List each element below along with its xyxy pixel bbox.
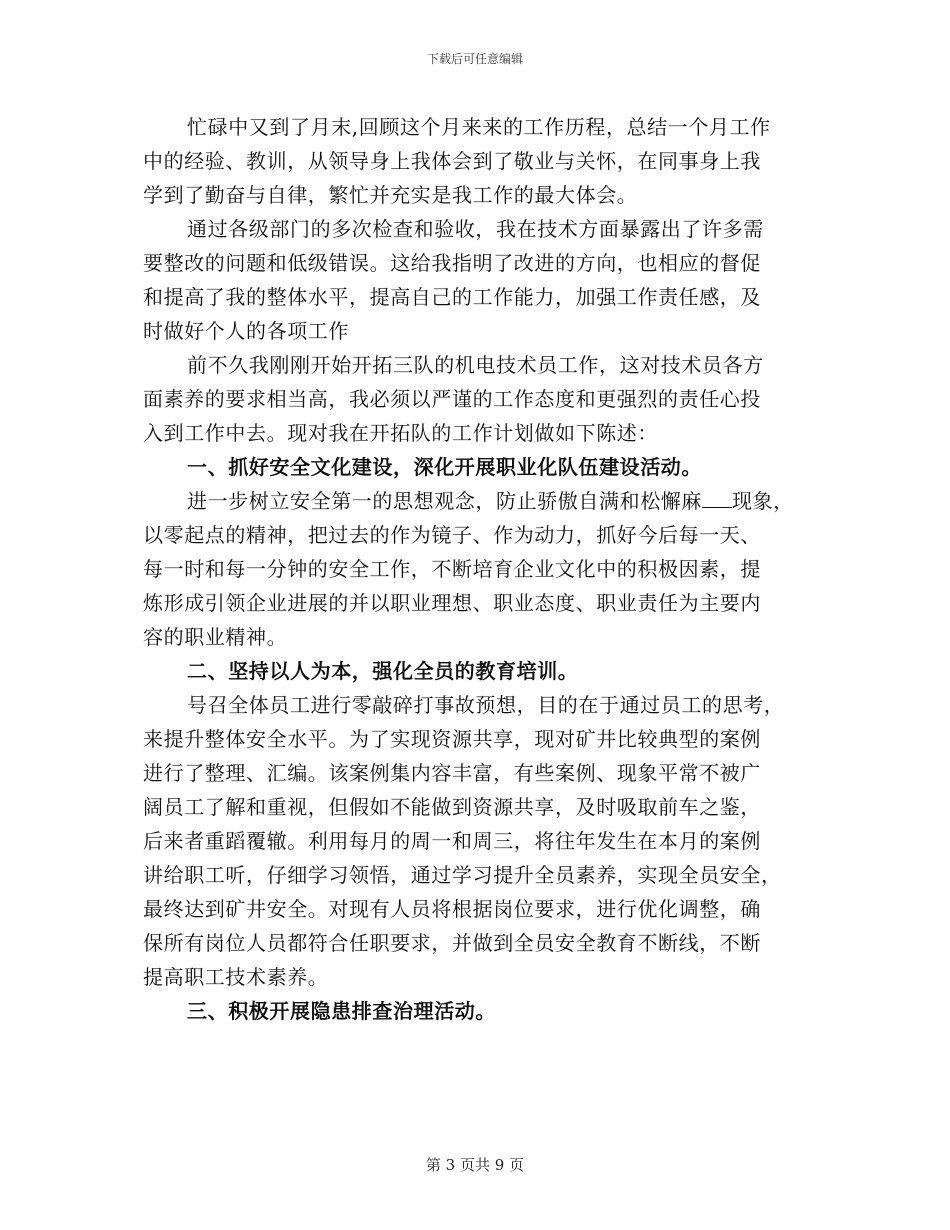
paragraph-line: 入到工作中去。现对我在开拓队的工作计划做如下陈述： (143, 421, 658, 445)
paragraph-line: 阔员工了解和重视，但假如不能做到资源共享，及时吸取前车之鉴， (143, 795, 761, 819)
paragraph-line: 后来者重蹈覆辙。利用每月的周一和周三，将往年发生在本月的案例 (143, 829, 761, 853)
paragraph-line: 每一时和每一分钟的安全工作，不断培育企业文化中的积极因素，提 (143, 557, 761, 581)
paragraph-line: 时做好个人的各项工作 (143, 319, 349, 343)
paragraph-line: 提高职工技术素养。 (143, 965, 329, 989)
page-number-footer: 第 3 页共 9 页 (425, 1156, 525, 1174)
paragraph-line: 炼形成引领企业进展的并以职业理想、职业态度、职业责任为主要内 (143, 591, 761, 615)
paragraph-line: 学到了勤奋与自律，繁忙并充实是我工作的最大体会。 (143, 183, 638, 207)
document-body (143, 110, 811, 1028)
paragraph-line: 面素养的要求相当高，我必须以严谨的工作态度和更强烈的责任心投 (143, 387, 761, 411)
paragraph-line-suffix: 现象， (732, 489, 794, 513)
paragraph-line: 进行了整理、汇编。该案例集内容丰富，有些案例、现象平常不被广 (143, 761, 761, 785)
paragraph-line: 中的经验、教训，从领导身上我体会到了敬业与关怀，在同事身上我 (143, 149, 761, 173)
paragraph-line: 号召全体员工进行零敲碎打事故预想，目的在于通过员工的思考， (187, 693, 785, 717)
paragraph-line: 保所有岗位人员都符合任职要求，并做到全员安全教育不断线，不断 (143, 931, 761, 955)
fill-in-blank (702, 489, 732, 508)
section-heading: 一、抓好安全文化建设，深化开展职业化队伍建设活动。 (187, 455, 702, 479)
paragraph-line-text: 进一步树立安全第一的思想观念，防止骄傲自满和松懈麻 (187, 489, 702, 513)
paragraph-line: 最终达到矿井安全。对现有人员将根据岗位要求，进行优化调整，确 (143, 897, 761, 921)
paragraph-line: 通过各级部门的多次检查和验收，我在技术方面暴露出了许多需 (187, 217, 764, 241)
section-heading: 三、积极开展隐患排查治理活动。 (187, 999, 496, 1023)
paragraph-line: 来提升整体安全水平。为了实现资源共享，现对矿井比较典型的案例 (143, 727, 761, 751)
paragraph-line: 要整改的问题和低级错误。这给我指明了改进的方向，也相应的督促 (143, 251, 761, 275)
paragraph-line: 容的职业精神。 (143, 625, 288, 649)
paragraph-line: 和提高了我的整体水平，提高自己的工作能力，加强工作责任感，及 (143, 285, 761, 309)
paragraph-line: 以零起点的精神，把过去的作为镜子、作为动力，抓好今后每一天、 (143, 523, 761, 547)
paragraph-line (143, 484, 811, 518)
paragraph-line: 忙碌中又到了月末,回顾这个月来来的工作历程，总结一个月工作 (187, 115, 771, 139)
section-heading: 二、坚持以人为本，强化全员的教育培训。 (187, 659, 579, 683)
paragraph-line: 前不久我刚刚开始开拓三队的机电技术员工作，这对技术员各方 (187, 353, 764, 377)
paragraph-line: 讲给职工听，仔细学习领悟，通过学习提升全员素养，实现全员安全， (143, 863, 782, 887)
page-header: 下载后可任意编辑 (426, 52, 523, 66)
